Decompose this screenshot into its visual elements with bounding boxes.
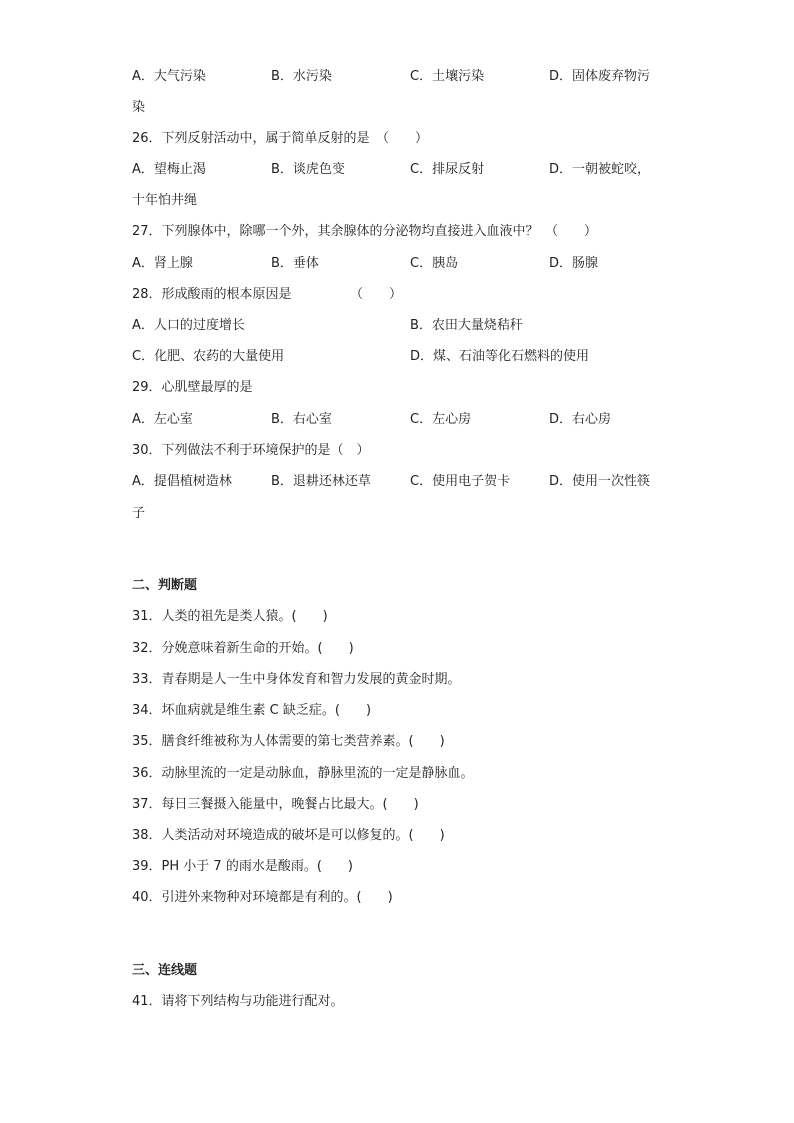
q41-stem: 41．请将下列结构与功能进行配对。: [132, 994, 344, 1009]
q27-option-c: C．胰岛: [410, 256, 459, 271]
q30-option-b: B．退耕还林还草: [271, 474, 371, 489]
q26-option-c: C．排尿反射: [410, 162, 485, 177]
judge-item-34: 34．坏血病就是维生素 C 缺乏症。( ): [132, 703, 372, 718]
q29-stem: 29．心肌壁最厚的是: [132, 380, 253, 395]
q27-option-b: B．垂体: [271, 256, 319, 271]
q28-option-c: C．化肥、农药的大量使用: [132, 349, 285, 364]
q26-option-d: D．一朝被蛇咬，: [549, 162, 651, 177]
q30-option-a: A．提倡植树造林: [132, 474, 232, 489]
judge-item-38: 38．人类活动对环境造成的破坏是可以修复的。( ): [132, 828, 445, 843]
judge-item-37: 37．每日三餐摄入能量中，晚餐占比最大。( ): [132, 797, 419, 812]
q26-option-d-wrap: 十年怕井绳: [132, 193, 198, 208]
q30-option-d: D．使用一次性筷: [549, 474, 651, 489]
q25-option-c: C．土壤污染: [410, 69, 485, 84]
q29-option-d: D．右心房: [549, 412, 612, 427]
q30-stem: 30．下列做法不利于环境保护的是（ ）: [132, 443, 370, 458]
q30-option-c: C．使用电子贺卡: [410, 474, 511, 489]
q29-option-c: C．左心房: [410, 412, 472, 427]
judge-item-31: 31．人类的祖先是类人猿。( ): [132, 609, 328, 624]
judge-item-32: 32．分娩意味着新生命的开始。( ): [132, 641, 354, 656]
q28-option-b: B．农田大量烧秸秆: [410, 318, 523, 333]
q27-option-a: A．肾上腺: [132, 256, 193, 271]
q26-option-b: B．谈虎色变: [271, 162, 345, 177]
q25-option-b: B．水污染: [271, 69, 332, 84]
q30-option-d-wrap: 子: [132, 506, 146, 521]
q28-option-a: A．人口的过度增长: [132, 318, 245, 333]
q26-stem: 26．下列反射活动中，属于简单反射的是 （ ）: [132, 131, 429, 146]
q27-option-d: D．肠腺: [549, 256, 599, 271]
q25-option-a: A．大气污染: [132, 69, 206, 84]
q27-stem: 27．下列腺体中，除哪一个外，其余腺体的分泌物均直接进入血液中？ （ ）: [132, 224, 598, 239]
judge-item-40: 40．引进外来物种对环境都是有利的。( ): [132, 890, 393, 905]
judge-item-36: 36．动脉里流的一定是动脉血，静脉里流的一定是静脉血。: [132, 766, 474, 781]
q26-option-a: A．望梅止渴: [132, 162, 206, 177]
section-heading-matching: 三、连线题: [132, 963, 198, 978]
section-heading-judgement: 二、判断题: [132, 578, 198, 593]
q28-stem: 28．形成酸雨的根本原因是 （ ）: [132, 287, 403, 302]
judge-item-33: 33．青春期是人一生中身体发育和智力发展的黄金时期。: [132, 672, 461, 687]
q29-option-a: A．左心室: [132, 412, 193, 427]
judge-item-39: 39．PH 小于 7 的雨水是酸雨。( ): [132, 859, 353, 874]
q25-option-d: D．固体废弃物污: [549, 69, 651, 84]
judge-item-35: 35．膳食纤维被称为人体需要的第七类营养素。( ): [132, 734, 445, 749]
q28-option-d: D．煤、石油等化石燃料的使用: [410, 349, 590, 364]
q29-option-b: B．右心室: [271, 412, 332, 427]
q25-option-d-wrap: 染: [132, 100, 146, 115]
